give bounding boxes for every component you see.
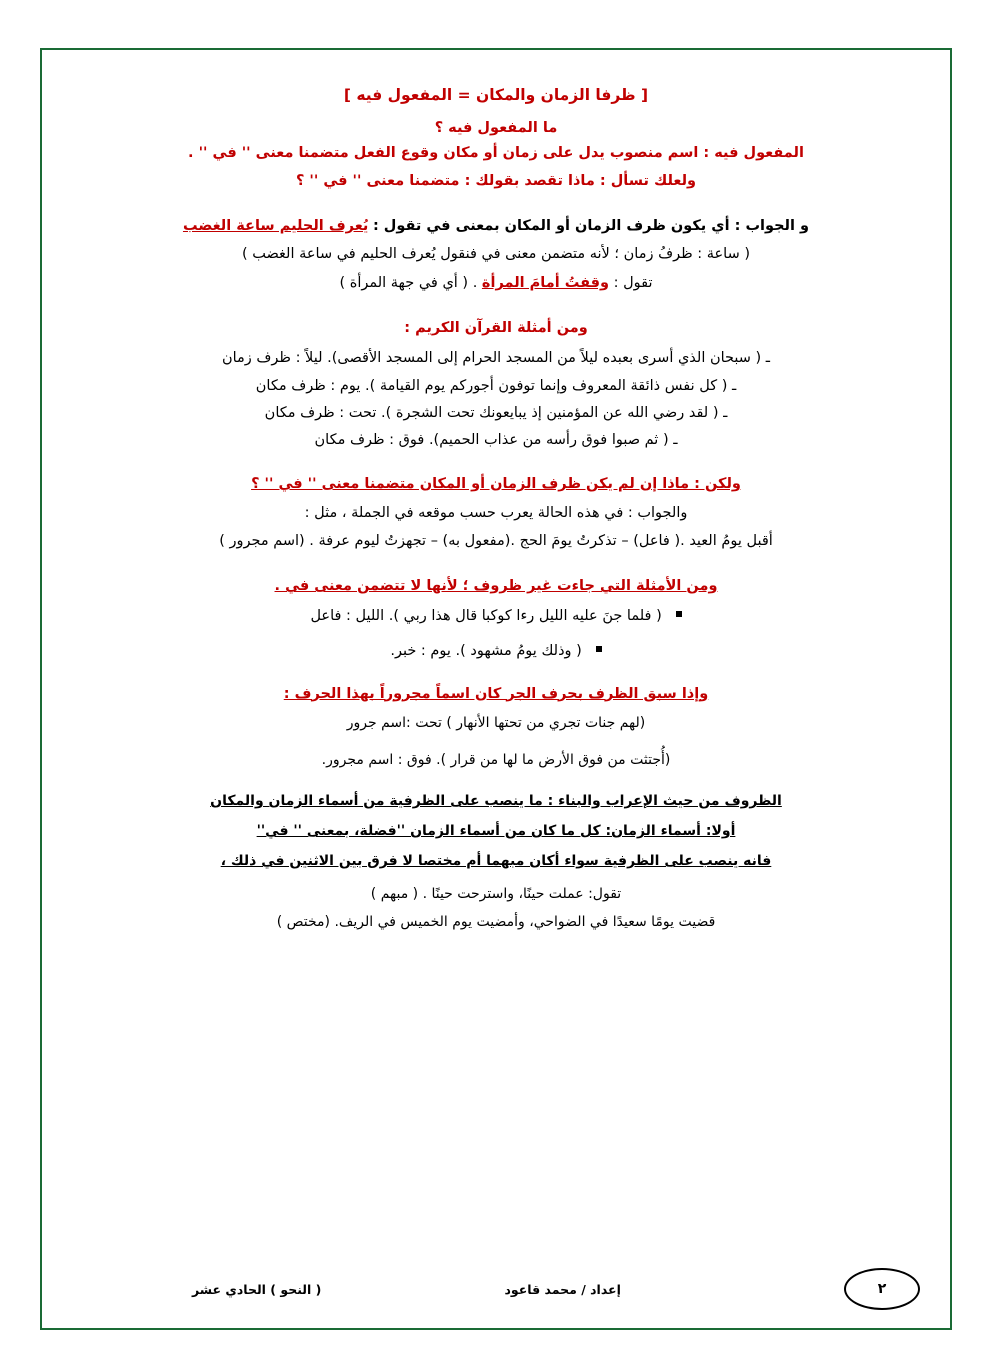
ask-line: ولعلك تسأل : ماذا تقصد بقولك : متضمنا معنى '' في '' ؟ (295, 173, 697, 190)
question-heading: ما المفعول فيه ؟ (434, 120, 558, 136)
example-say-label: تقول : (613, 274, 653, 291)
quran-item: ـ ( ثم صبوا فوق رأسه من عذاب الحميم). فوق : ظرف مكان (314, 432, 678, 449)
but-examples-line: أقبل يومُ العيد .( فاعل) – تذكرتُ يومَ الحج .(مفعول به) – تجهزتُ ليوم عرفة . (اسم مجرور ) (219, 533, 773, 550)
prepared-by: إعداد / محمد قاعود (504, 1281, 621, 1297)
jarr-item: (أُجتثت من فوق الأرض ما لها من قرار ). فوق : اسم مجرور. (321, 752, 671, 769)
first-section-heading: أولا: أسماء الزمان: كل ما كان من أسماء الزمان ''فضلة، بمعنى '' في'' (256, 823, 736, 840)
subject-label: ( النحو ) الحادي عشر (192, 1281, 322, 1297)
jarr-heading: وإذا سبق الظرف بحرف الجر كان اسماً مجروراً بهذا الحرف : (283, 685, 709, 702)
list-item (94, 604, 898, 629)
but-question-heading: ولكن : ماذا إن لم يكن ظرف الزمان أو المكان متضمنا معنى '' في '' ؟ (251, 475, 741, 492)
page-number: ٢ (844, 1268, 920, 1310)
list-item-text: ( وذلك يومُ مشهود ). يوم : خبر. (390, 642, 582, 659)
list-item-text: ( فلما جنَ عليه الليل رءا كوكبا قال هذا ربي ). الليل : فاعل (310, 608, 662, 625)
answer-head-emphasis: يُعرف الحليم ساعة الغضب (182, 217, 369, 234)
jarr-item: (لهم جنات تجري من تحتها الأنهار ) تحت :اسم جرور (346, 714, 646, 731)
square-bullet-icon (676, 611, 682, 617)
page-footer (72, 1268, 920, 1308)
quran-item: ـ ( كل نفس ذائقة المعروف وإنما توفون أجوركم يوم القيامة ). يوم : ظرف مكان (255, 377, 737, 394)
example-say-line (94, 272, 898, 294)
definition-line: المفعول فيه : اسم منصوب يدل على زمان أو مكان وقوع الفعل متضمنا معنى '' في '' . (188, 145, 804, 161)
non-zarf-heading: ومن الأمثلة التي جاءت غير ظروف ؛ لأنها لا تتضمن معنى في . (274, 578, 718, 595)
square-bullet-icon (596, 646, 602, 652)
non-zarf-list (94, 604, 898, 663)
but-answer-line: والجواب : في هذه الحالة يعرب حسب موقعه في الجملة ، مثل : (304, 504, 688, 521)
list-item (94, 639, 898, 664)
example-line-2: قضيت يومًا سعيدًا في الضواحي، وأمضيت يوم الخميس في الريف. (مختص ) (276, 913, 716, 930)
answer-line (94, 215, 898, 237)
quran-item: ـ ( لقد رضي الله عن المؤمنين إذ يبايعونك تحت الشجرة ). تحت : ظرف مكان (264, 405, 728, 422)
document-content (72, 70, 920, 939)
answer-head-text: و الجواب : أي يكون ظرف الزمان أو المكان بمعنى في تقول : (372, 217, 810, 234)
page-title: [ ظرفا الزمان والمكان = المفعول فيه ] (343, 86, 649, 104)
second-section-heading: فانه ينصب على الظرفية سواء أكان مبهما أم مختصا لا فرق بين الاثنين في ذلك ، (220, 853, 772, 870)
answer-sub-line: ( ساعة : ظرفُ زمان ؛ لأنه متضمن معنى في فنقول يُعرف الحليم في ساعة الغضب ) (241, 246, 751, 263)
quran-item: ـ ( سبحان الذي أسرى بعبده ليلاً من المسجد الحرام إلى المسجد الأقصى). ليلاً : ظرف زمان (221, 350, 771, 367)
example-say-emphasis: وقفتُ أمامَ المرأة (481, 274, 610, 291)
example-say-rest: . ( أي في جهة المرأة ) (339, 274, 478, 291)
example-line-1: تقول: عملت حينًا، واسترحت حينًا . ( مبهم ) (370, 886, 622, 903)
quran-section-heading: ومن أمثلة القرآن الكريم : (404, 320, 588, 337)
irab-heading: الظروف من حيث الإعراب والبناء : ما ينصب على الظرفية من أسماء الزمان والمكان (210, 793, 782, 810)
